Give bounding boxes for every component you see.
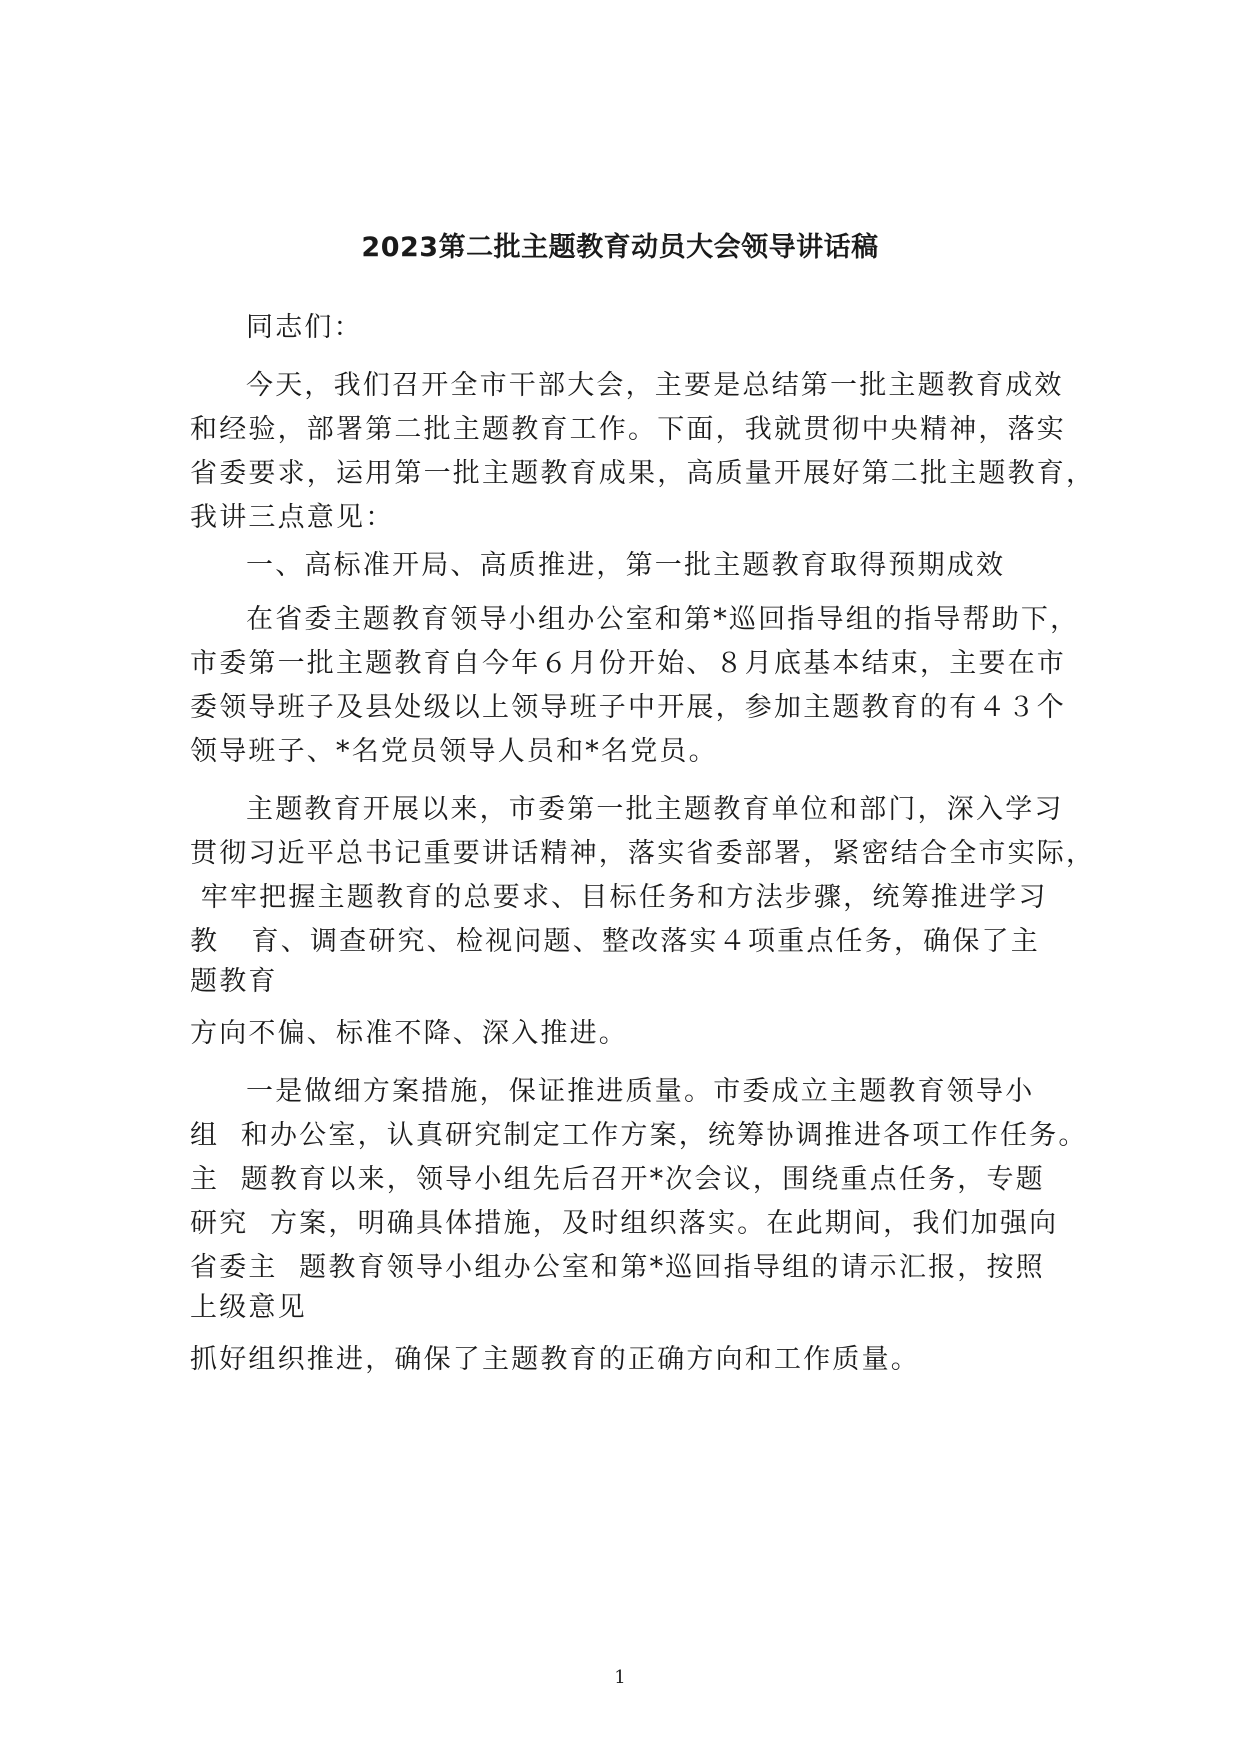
paragraph-line: 牢牢把握主题教育的总要求、目标任务和方法步骤，统筹推进学习: [190, 882, 1048, 913]
paragraph-line: 主题教育开展以来，市委第一批主题教育单位和部门，深入学习: [246, 794, 1064, 825]
paragraph-line: 方向不偏、标准不降、深入推进。: [190, 1018, 628, 1049]
paragraph-line: 研究 方案，明确具体措施，及时组织落实。在此期间，我们加强向: [190, 1208, 1059, 1239]
paragraph-line: 上级意见: [190, 1292, 307, 1323]
paragraph-line: 委领导班子及县处级以上领导班子中开展，参加主题教育的有４３个: [190, 692, 1066, 723]
paragraph-line: 主 题教育以来，领导小组先后召开*次会议，围绕重点任务，专题: [190, 1164, 1045, 1195]
paragraph-line: 组 和办公室，认真研究制定工作方案，统筹协调推进各项工作任务。: [190, 1120, 1088, 1151]
salutation: 同志们：: [246, 312, 363, 343]
page-number: 1: [614, 1667, 626, 1688]
paragraph-line: 今天，我们召开全市干部大会，主要是总结第一批主题教育成效: [246, 370, 1064, 401]
paragraph-line: 我讲三点意见：: [190, 502, 395, 533]
paragraph-line: 省委主 题教育领导小组办公室和第*巡回指导组的请示汇报，按照: [190, 1252, 1045, 1283]
paragraph-line: 市委第一批主题教育自今年６月份开始、８月底基本结束，主要在市: [190, 648, 1066, 679]
paragraph-line: 一是做细方案措施，保证推进质量。市委成立主题教育领导小: [246, 1076, 1035, 1107]
section-heading: 一、高标准开局、高质推进，第一批主题教育取得预期成效: [246, 550, 1006, 581]
paragraph-line: 抓好组织推进，确保了主题教育的正确方向和工作质量。: [190, 1344, 920, 1375]
paragraph-line: 在省委主题教育领导小组办公室和第*巡回指导组的指导帮助下，: [246, 604, 1080, 635]
paragraph-line: 题教育: [190, 966, 278, 997]
document-title: 2023第二批主题教育动员大会领导讲话稿: [361, 232, 879, 263]
paragraph-line: 贯彻习近平总书记重要讲话精神，落实省委部署，紧密结合全市实际，: [190, 838, 1096, 869]
paragraph-line: 领导班子、*名党员领导人员和*名党员。: [190, 736, 718, 767]
paragraph-line: 和经验，部署第二批主题教育工作。下面，我就贯彻中央精神，落实: [190, 414, 1066, 445]
paragraph-line: 教 育、调查研究、检视问题、整改落实４项重点任务，确保了主: [190, 926, 1040, 957]
paragraph-line: 省委要求，运用第一批主题教育成果，高质量开展好第二批主题教育，: [190, 458, 1096, 489]
